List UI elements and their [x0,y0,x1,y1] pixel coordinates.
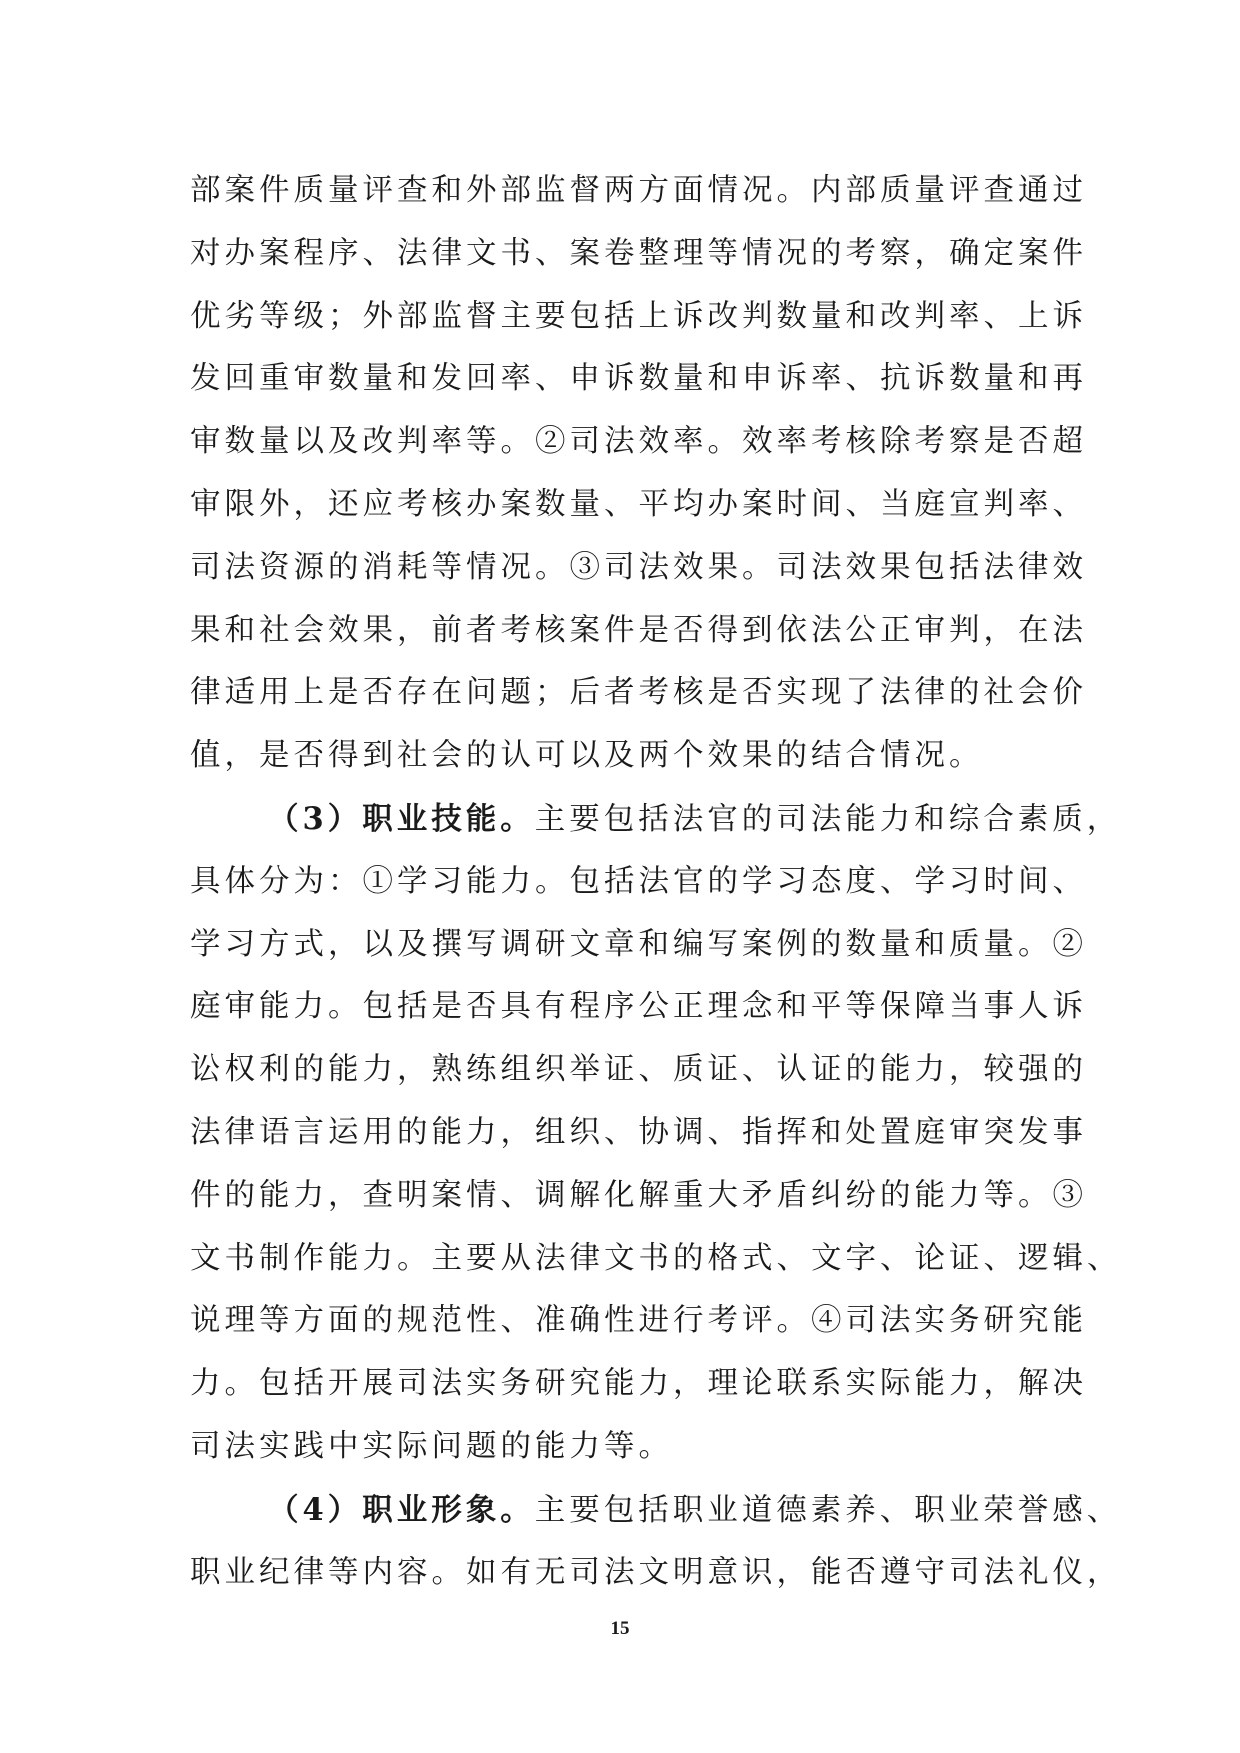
text-fragment: 主要包括职业道德素养、职业荣誉感、 [534,1492,1122,1528]
text-line: 审限外，还应考核办案数量、平均办案时间、当庭宣判率、 [190,486,1087,522]
text-line: 讼权利的能力，熟练组织举证、质证、认证的能力，较强的 [190,1052,1087,1088]
text-line: 审数量以及改判率等。②司法效率。效率考核除考察是否超 [190,424,1087,460]
section-heading: （3）职业技能。 [268,800,535,837]
page-number: 15 [610,1618,630,1639]
text-line: 学习方式，以及撰写调研文章和编写案例的数量和质量。② [190,926,1087,962]
text-line: 文书制作能力。主要从法律文书的格式、文字、论证、逻辑、 [190,1240,1122,1276]
paragraph-judicial-performance [190,160,1087,788]
text-line: 司法资源的消耗等情况。③司法效果。司法效果包括法律效 [190,549,1087,585]
text-line: 具体分为：①学习能力。包括法官的学习态度、学习时间、 [190,863,1087,899]
text-line: 件的能力，查明案情、调解化解重大矛盾纠纷的能力等。③ [190,1177,1087,1213]
text-line [190,788,1122,851]
text-line: 司法实践中实际问题的能力等。 [190,1428,673,1464]
text-line: 部案件质量评查和外部监督两方面情况。内部质量评查通过 [190,173,1087,208]
text-line: 力。包括开展司法实务研究能力，理论联系实际能力，解决 [190,1366,1087,1402]
paragraph-professional-image [190,1479,1122,1605]
text-line: 庭审能力。包括是否具有程序公正理念和平等保障当事人诉 [190,989,1087,1025]
text-line: 法律语言运用的能力，组织、协调、指挥和处置庭审突发事 [190,1114,1087,1150]
text-fragment: 主要包括法官的司法能力和综合素质， [534,801,1122,837]
text-line [190,1479,1122,1542]
text-line: 果和社会效果，前者考核案件是否得到依法公正审判，在法 [190,612,1087,648]
text-line: 律适用上是否存在问题；后者考核是否实现了法律的社会价 [190,675,1087,711]
text-line: 发回重审数量和发回率、申诉数量和申诉率、抗诉数量和再 [190,361,1087,397]
body-text [190,160,1122,1604]
paragraph-professional-skills [190,788,1122,1479]
text-line: 说理等方面的规范性、准确性进行考评。④司法实务研究能 [190,1303,1087,1339]
text-line: 对办案程序、法律文书、案卷整理等情况的考察，确定案件 [190,235,1087,271]
text-line: 值，是否得到社会的认可以及两个效果的结合情况。 [190,738,984,774]
text-line: 职业纪律等内容。如有无司法文明意识，能否遵守司法礼仪， [190,1554,1122,1590]
section-heading: （4）职业形象。 [268,1491,535,1528]
text-line: 优劣等级；外部监督主要包括上诉改判数量和改判率、上诉 [190,298,1087,334]
